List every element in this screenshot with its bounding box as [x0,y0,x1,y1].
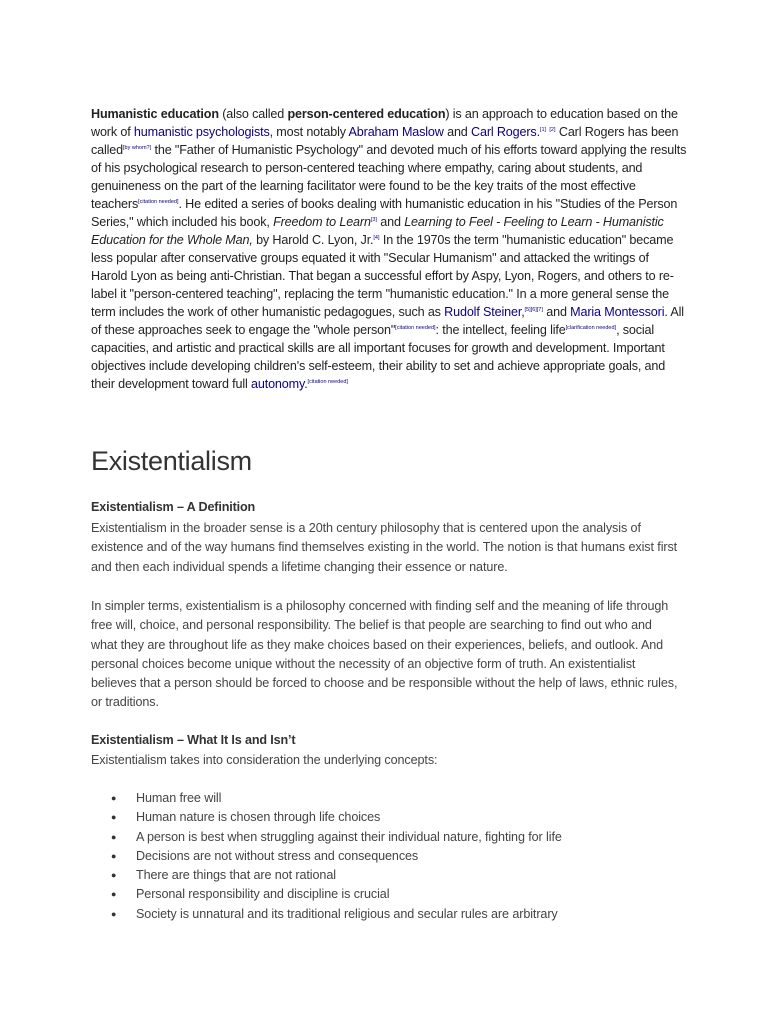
list-item [91,789,691,808]
list-item [91,866,691,885]
intro-text: and [542,304,571,319]
bullet-icon: ● [111,831,117,842]
bullet-icon: ● [111,870,117,881]
list-item-text: Human free will [136,791,222,805]
intro-text: and [443,124,472,139]
list-item-text: Personal responsibility and discipline is crucial [136,887,390,902]
bullet-icon: ● [111,793,117,803]
list-item [91,885,691,904]
bullet-icon: ● [111,850,117,861]
bullet-icon: ● [111,812,117,823]
section-heading: Existentialism [91,446,252,476]
list-item-text: There are things that are not rational [136,868,336,883]
intro-text: . He edited a series of books dealing with humanistic education in his "Studies of the Person Series," which included his book, [91,196,678,229]
footnote-ref[interactable]: [1] [539,126,547,133]
intro-text: , most notably [269,124,349,139]
by-whom-ref[interactable]: [by whom?] [123,144,152,151]
citation-needed-ref[interactable]: [citation needed] [395,324,436,331]
footnote-ref[interactable]: [3] [370,216,377,223]
term-person-centered-education: person-centered education [287,106,446,121]
link-humanistic-psychologists[interactable]: humanistic psychologists [133,124,270,139]
citation-needed-ref[interactable]: [citation needed] [138,198,179,205]
bullet-icon: ● [111,889,117,900]
list-item [91,905,691,924]
link-maria-montessori[interactable]: Maria Montessori [570,304,665,319]
book-title: Freedom to Learn [273,214,371,229]
list-item [91,847,691,866]
list-item [91,828,691,847]
subheading-what-it-is: Existentialism – What It Is and Isn’t [91,733,296,747]
link-rudolf-steiner[interactable]: Rudolf Steiner [444,304,522,319]
concepts-list [91,789,691,924]
intro-paragraph [91,105,687,393]
footnote-ref[interactable]: [2] [549,126,556,133]
intro-text: : the intellect, feeling life [435,322,566,337]
intro-text: , social capacities, and artistic and practical skills are all important focuses for growth and development. Important objectives include developing children's self-esteem, their ability to set and achieve appropriate goals, and their development toward full [91,322,666,391]
link-autonomy[interactable]: autonomy [251,376,305,391]
footnote-ref[interactable]: [5][6][7] [524,306,543,313]
intro-text: In the 1970s the term "humanistic education" became less popular after conservative groups equated it with "Secular Humanism" and attacked the writings of Harold Lyon as being anti-Christian. That began a successful effort by Aspy, Lyon, Rogers, and others to re-label it "person-centered teaching", replacing the term "humanistic education." In a more general sense the term includes the work of other humanistic pedagogues, such as [91,232,674,319]
paragraph-simpler-terms: In simpler terms, existentialism is a philosophy concerned with finding self and the meaning of life through free will, choice, and personal responsibility. The belief is that people are searching to find out who and what they are throughout life as they make choices based on their experiences, beliefs, and outlook. And personal choices become unique without the necessity of an objective form of truth. An existentialist believes that a person should be forced to choose and be responsible without the help of laws, ethnic rules, or traditions. [91,599,678,710]
term-humanistic-education: Humanistic education [91,106,219,121]
citation-needed-ref[interactable]: [citation needed] [307,378,348,385]
book-title: Learning to Feel - Feeling to Learn - Humanistic Education for the Whole Man, [91,214,664,247]
list-item-text: A person is best when struggling against their individual nature, fighting for life [136,829,562,844]
list-item-text: Human nature is chosen through life choices [136,810,381,825]
intro-text: . [536,124,540,139]
clarification-needed-ref[interactable]: [clarification needed] [565,324,617,331]
subheading-definition: Existentialism – A Definition [91,500,256,514]
link-abraham-maslow[interactable]: Abraham Maslow [348,124,444,139]
intro-text: ) is an approach to education based on the work of [91,106,678,139]
intro-text: the "Father of Humanistic Psychology" and devoted much of his efforts toward applying the results of his psychological research to person-centered teaching where empathy, caring about students, and genuineness on the part of the learning facilitator were found to be the key traits of the most effective teachers [91,142,687,211]
intro-text: (also called [218,106,288,121]
list-item-text: Society is unnatural and its traditional religious and secular rules are arbitrary [136,906,558,921]
intro-text: and [376,214,405,229]
intro-text: by Harold C. Lyon, Jr. [252,232,374,247]
paragraph-definition: Existentialism in the broader sense is a 20th century philosophy that is centered upon the analysis of existence and of the way humans find themselves existing in the world. The notion is that humans exist first and then each individual spends a lifetime changing their essence or nature. [91,521,678,574]
intro-text: . All of these approaches seek to engage the "whole person" [91,304,684,337]
link-carl-rogers[interactable]: Carl Rogers [471,124,537,139]
list-item [91,808,691,827]
intro-text: Carl Rogers has been called [91,124,679,157]
intro-text: , [521,304,525,319]
intro-text: . [304,376,308,391]
footnote-ref[interactable]: [4] [373,234,380,241]
bullet-icon: ● [111,908,117,919]
paragraph-concepts-intro: Existentialism takes into consideration the underlying concepts: [91,753,438,767]
list-item-text: Decisions are not without stress and consequences [136,848,419,863]
